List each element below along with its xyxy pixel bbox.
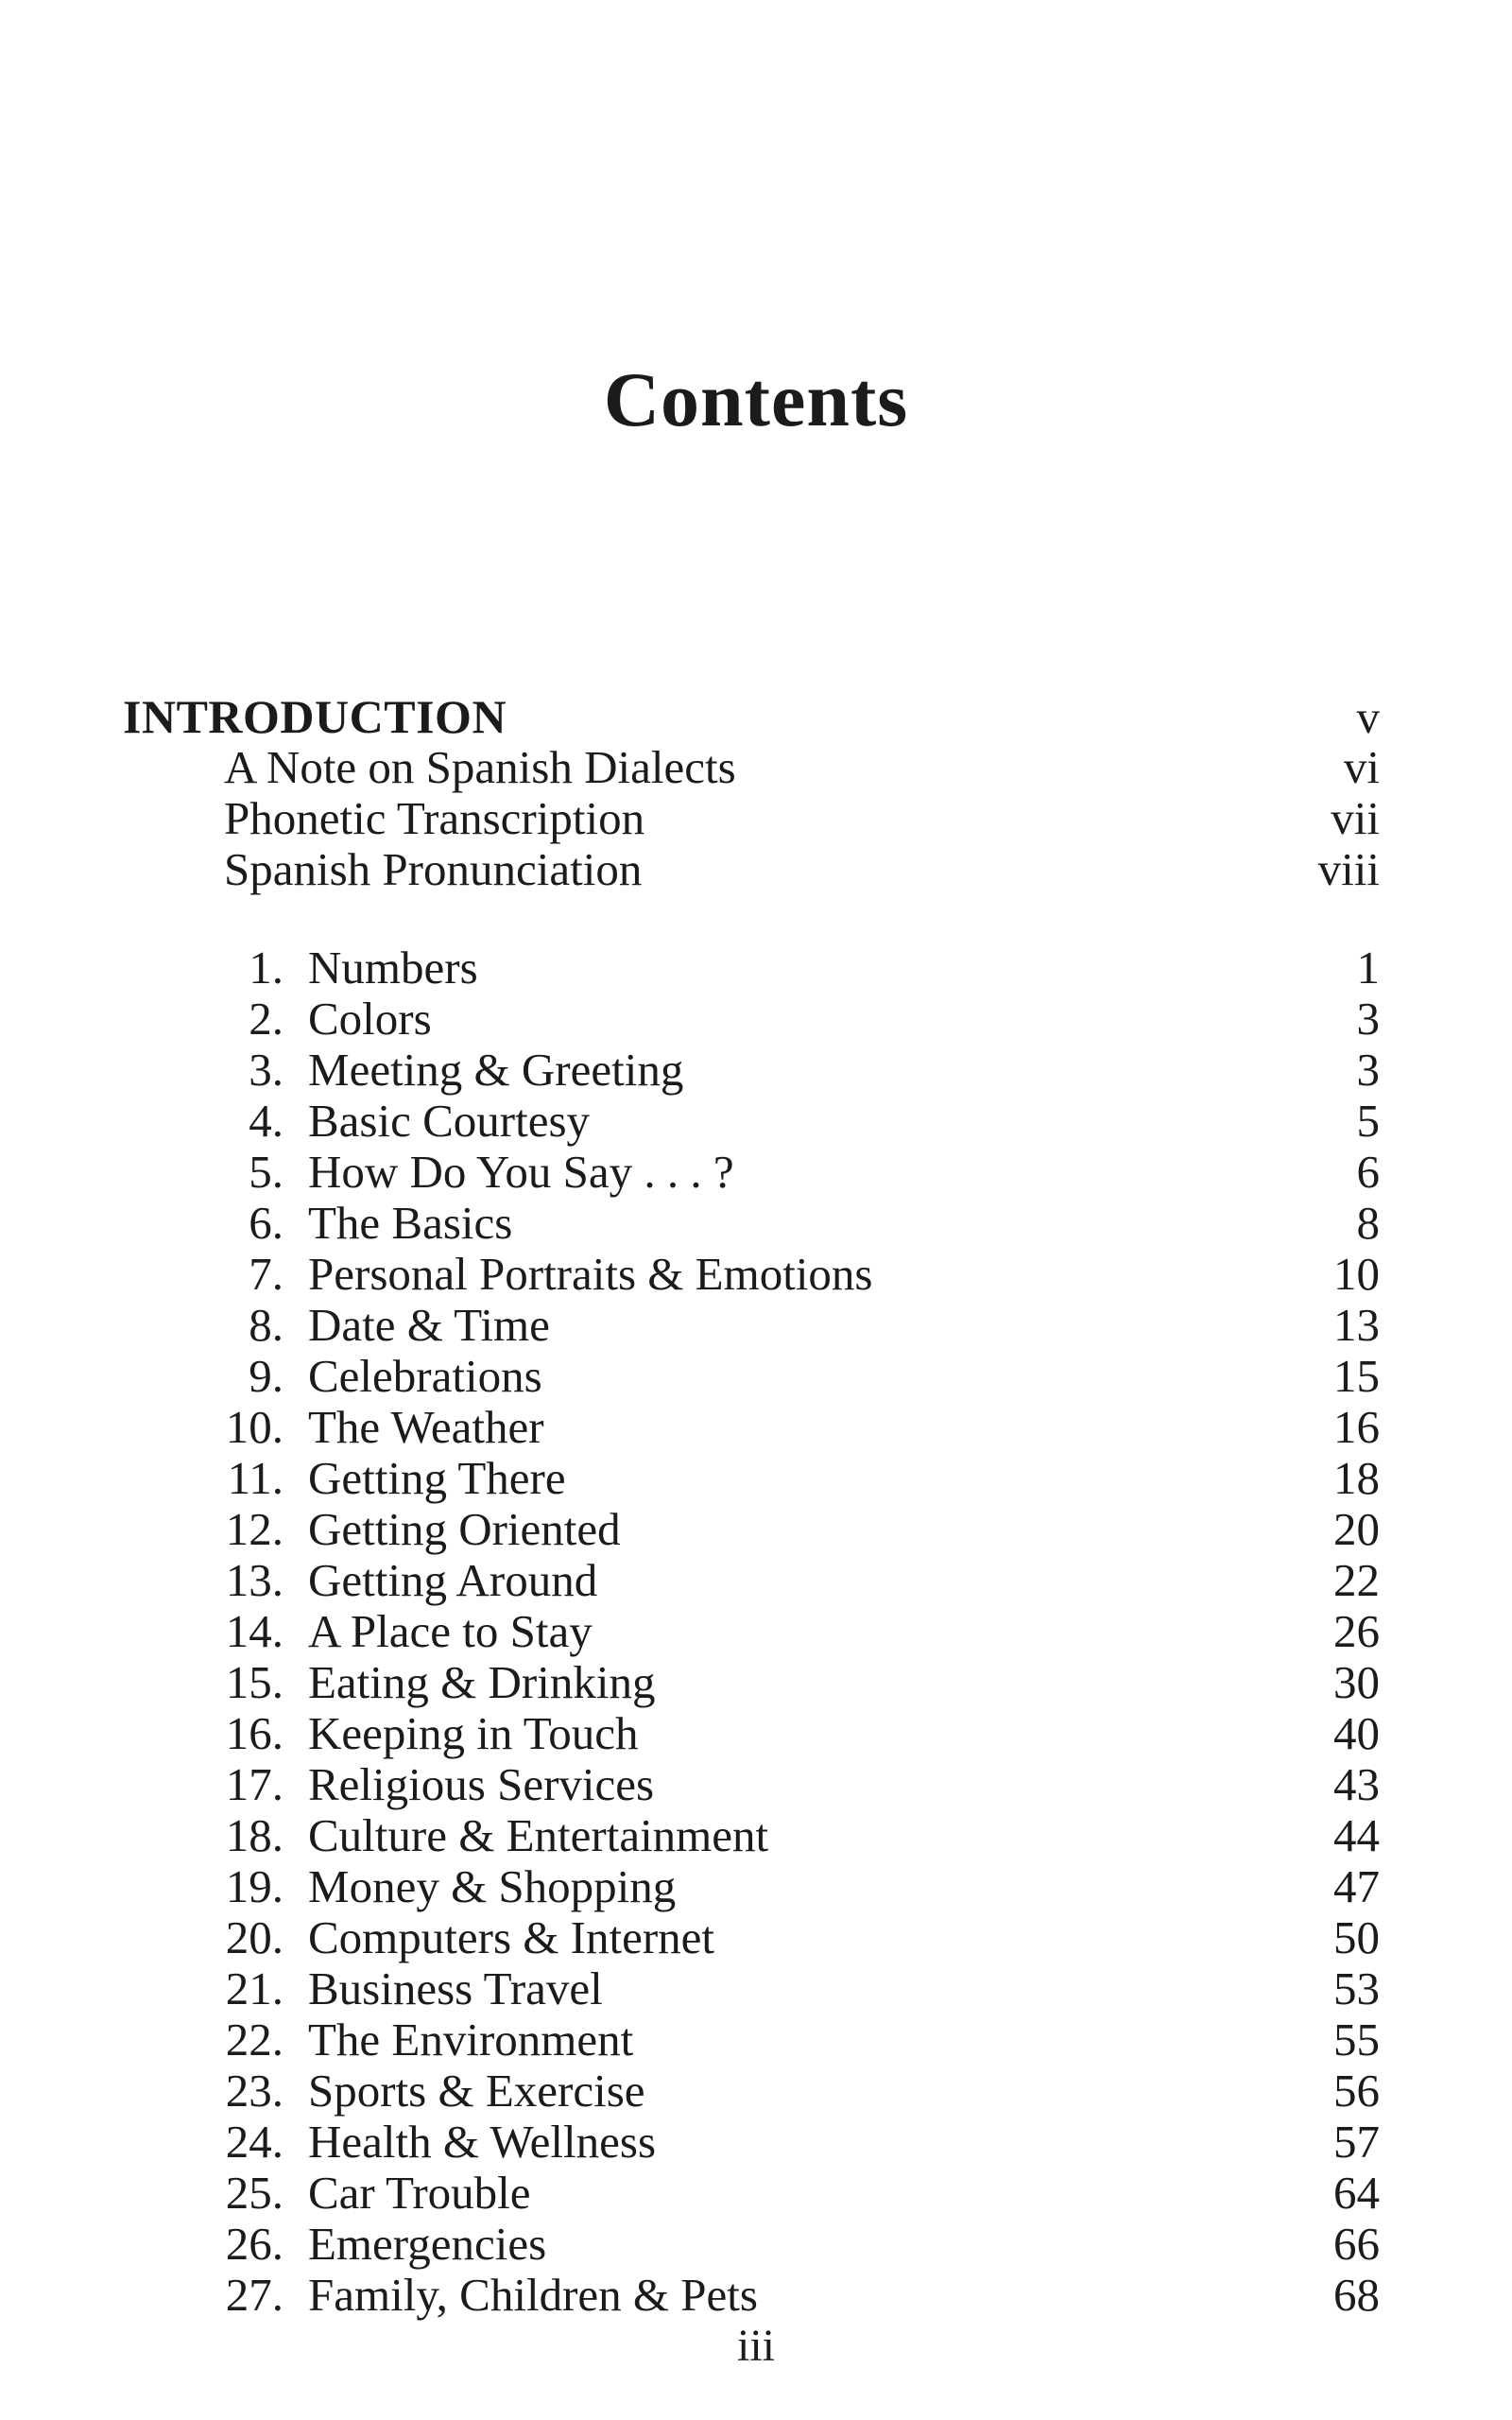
chapter-number: 14. — [225, 1605, 284, 1657]
chapter-page-number: 55 — [1333, 2014, 1380, 2066]
chapter-number: 6. — [249, 1197, 284, 1249]
chapter-row — [123, 1300, 1380, 1351]
chapter-number: 24. — [225, 2116, 284, 2168]
chapter-page-number: 68 — [1333, 2269, 1380, 2321]
chapter-title: Car Trouble — [308, 2167, 531, 2219]
chapter-page-number: 57 — [1333, 2116, 1380, 2168]
table-of-contents — [123, 691, 1380, 2321]
chapter-list — [123, 942, 1380, 2321]
chapter-title: Family, Children & Pets — [308, 2269, 758, 2321]
chapter-page-number: 16 — [1333, 1401, 1380, 1453]
chapter-page-number: 20 — [1333, 1503, 1380, 1555]
chapter-row — [123, 1606, 1380, 1657]
chapter-number: 3. — [249, 1044, 284, 1096]
chapter-row — [123, 2066, 1380, 2117]
chapter-number: 26. — [225, 2218, 284, 2270]
chapter-title: Basic Courtesy — [308, 1095, 591, 1147]
chapter-row — [123, 1045, 1380, 1096]
chapter-row — [123, 1555, 1380, 1606]
chapter-title: The Weather — [308, 1401, 544, 1453]
chapter-page-number: 15 — [1333, 1350, 1380, 1402]
chapter-title: Numbers — [308, 942, 478, 994]
chapter-number: 8. — [249, 1299, 284, 1351]
chapter-page-number: 8 — [1356, 1197, 1380, 1249]
chapter-page-number: 6 — [1356, 1146, 1380, 1198]
chapter-title: Personal Portraits & Emotions — [308, 1248, 873, 1300]
chapter-title: Getting Around — [308, 1554, 598, 1606]
chapter-row — [123, 1912, 1380, 1963]
chapter-page-number: 64 — [1333, 2167, 1380, 2219]
chapter-title: Eating & Drinking — [308, 1656, 656, 1708]
chapter-row — [123, 1861, 1380, 1912]
chapter-row — [123, 1249, 1380, 1300]
chapter-row — [123, 2168, 1380, 2219]
chapter-page-number: 30 — [1333, 1656, 1380, 1708]
chapter-page-number: 43 — [1333, 1758, 1380, 1810]
chapter-page-number: 10 — [1333, 1248, 1380, 1300]
chapter-page-number: 22 — [1333, 1554, 1380, 1606]
chapter-row — [123, 942, 1380, 994]
introduction-item-row — [123, 844, 1380, 895]
chapter-row — [123, 1504, 1380, 1555]
section-spacer — [123, 895, 1380, 942]
chapter-page-number: 53 — [1333, 1962, 1380, 2014]
chapter-title: The Basics — [308, 1197, 513, 1249]
chapter-row — [123, 1708, 1380, 1759]
chapter-page-number: 3 — [1356, 1044, 1380, 1096]
chapter-row — [123, 2219, 1380, 2270]
chapter-title: Business Travel — [308, 1962, 603, 2014]
chapter-title: Getting Oriented — [308, 1503, 621, 1555]
chapter-title: The Environment — [308, 2014, 634, 2066]
chapter-number: 20. — [225, 1911, 284, 1963]
chapter-row — [123, 1402, 1380, 1453]
chapter-number: 15. — [225, 1656, 284, 1708]
chapter-number: 2. — [249, 993, 284, 1045]
page-title: Contents — [603, 356, 909, 442]
chapter-row — [123, 1096, 1380, 1147]
chapter-title: Money & Shopping — [308, 1860, 677, 1912]
chapter-row — [123, 1198, 1380, 1249]
chapter-row — [123, 2270, 1380, 2321]
chapter-number: 10. — [225, 1401, 284, 1453]
chapter-row — [123, 1810, 1380, 1861]
chapter-number: 17. — [225, 1758, 284, 1810]
chapter-page-number: 44 — [1333, 1809, 1380, 1861]
chapter-number: 19. — [225, 1860, 284, 1912]
chapter-title: Religious Services — [308, 1758, 655, 1810]
chapter-title: Culture & Entertainment — [308, 1809, 769, 1861]
toc-introduction-row — [123, 691, 1380, 742]
chapter-number: 21. — [225, 1962, 284, 2014]
chapter-row — [123, 1759, 1380, 1810]
introduction-item-row — [123, 793, 1380, 844]
chapter-page-number: 18 — [1333, 1452, 1380, 1504]
chapter-number: 18. — [225, 1809, 284, 1861]
folio-page-number: iii — [736, 2321, 775, 2371]
chapter-title: How Do You Say . . . ? — [308, 1146, 734, 1198]
chapter-page-number: 47 — [1333, 1860, 1380, 1912]
chapter-page-number: 26 — [1333, 1605, 1380, 1657]
chapter-title: Meeting & Greeting — [308, 1044, 684, 1096]
chapter-row — [123, 2117, 1380, 2168]
chapter-row — [123, 994, 1380, 1045]
chapter-page-number: 5 — [1356, 1095, 1380, 1147]
chapter-row — [123, 1453, 1380, 1504]
introduction-item-row — [123, 742, 1380, 793]
chapter-title: Health & Wellness — [308, 2116, 657, 2168]
introduction-item-page-number: vi — [1343, 741, 1380, 793]
chapter-number: 12. — [225, 1503, 284, 1555]
introduction-page-number: v — [1356, 691, 1380, 743]
chapter-number: 1. — [249, 942, 284, 994]
chapter-page-number: 13 — [1333, 1299, 1380, 1351]
chapter-row — [123, 1657, 1380, 1708]
chapter-number: 11. — [227, 1452, 284, 1504]
chapter-title: A Place to Stay — [308, 1605, 593, 1657]
chapter-number: 16. — [225, 1707, 284, 1759]
chapter-number: 7. — [249, 1248, 284, 1300]
chapter-title: Emergencies — [308, 2218, 547, 2270]
chapter-title: Sports & Exercise — [308, 2065, 645, 2117]
introduction-item-page-number: vii — [1331, 792, 1380, 844]
chapter-page-number: 3 — [1356, 993, 1380, 1045]
chapter-row — [123, 2014, 1380, 2066]
chapter-number: 25. — [225, 2167, 284, 2219]
chapter-page-number: 66 — [1333, 2218, 1380, 2270]
chapter-title: Getting There — [308, 1452, 566, 1504]
introduction-item-label: Spanish Pronunciation — [224, 843, 643, 895]
chapter-row — [123, 1963, 1380, 2014]
chapter-number: 22. — [225, 2014, 284, 2066]
chapter-title: Keeping in Touch — [308, 1707, 639, 1759]
introduction-item-label: Phonetic Transcription — [224, 792, 645, 844]
chapter-page-number: 40 — [1333, 1707, 1380, 1759]
chapter-page-number: 1 — [1356, 942, 1380, 994]
chapter-number: 23. — [225, 2065, 284, 2117]
introduction-item-label: A Note on Spanish Dialects — [224, 741, 736, 793]
chapter-title: Computers & Internet — [308, 1911, 715, 1963]
chapter-number: 9. — [249, 1350, 284, 1402]
chapter-number: 4. — [249, 1095, 284, 1147]
introduction-item-list — [123, 742, 1380, 895]
chapter-number: 13. — [225, 1554, 284, 1606]
introduction-heading: INTRODUCTION — [123, 690, 507, 743]
chapter-row — [123, 1351, 1380, 1402]
chapter-row — [123, 1147, 1380, 1198]
chapter-number: 5. — [249, 1146, 284, 1198]
chapter-number: 27. — [225, 2269, 284, 2321]
chapter-title: Celebrations — [308, 1350, 542, 1402]
chapter-page-number: 56 — [1333, 2065, 1380, 2117]
chapter-title: Date & Time — [308, 1299, 550, 1351]
chapter-title: Colors — [308, 993, 432, 1045]
chapter-page-number: 50 — [1333, 1911, 1380, 1963]
introduction-item-page-number: viii — [1317, 843, 1380, 895]
